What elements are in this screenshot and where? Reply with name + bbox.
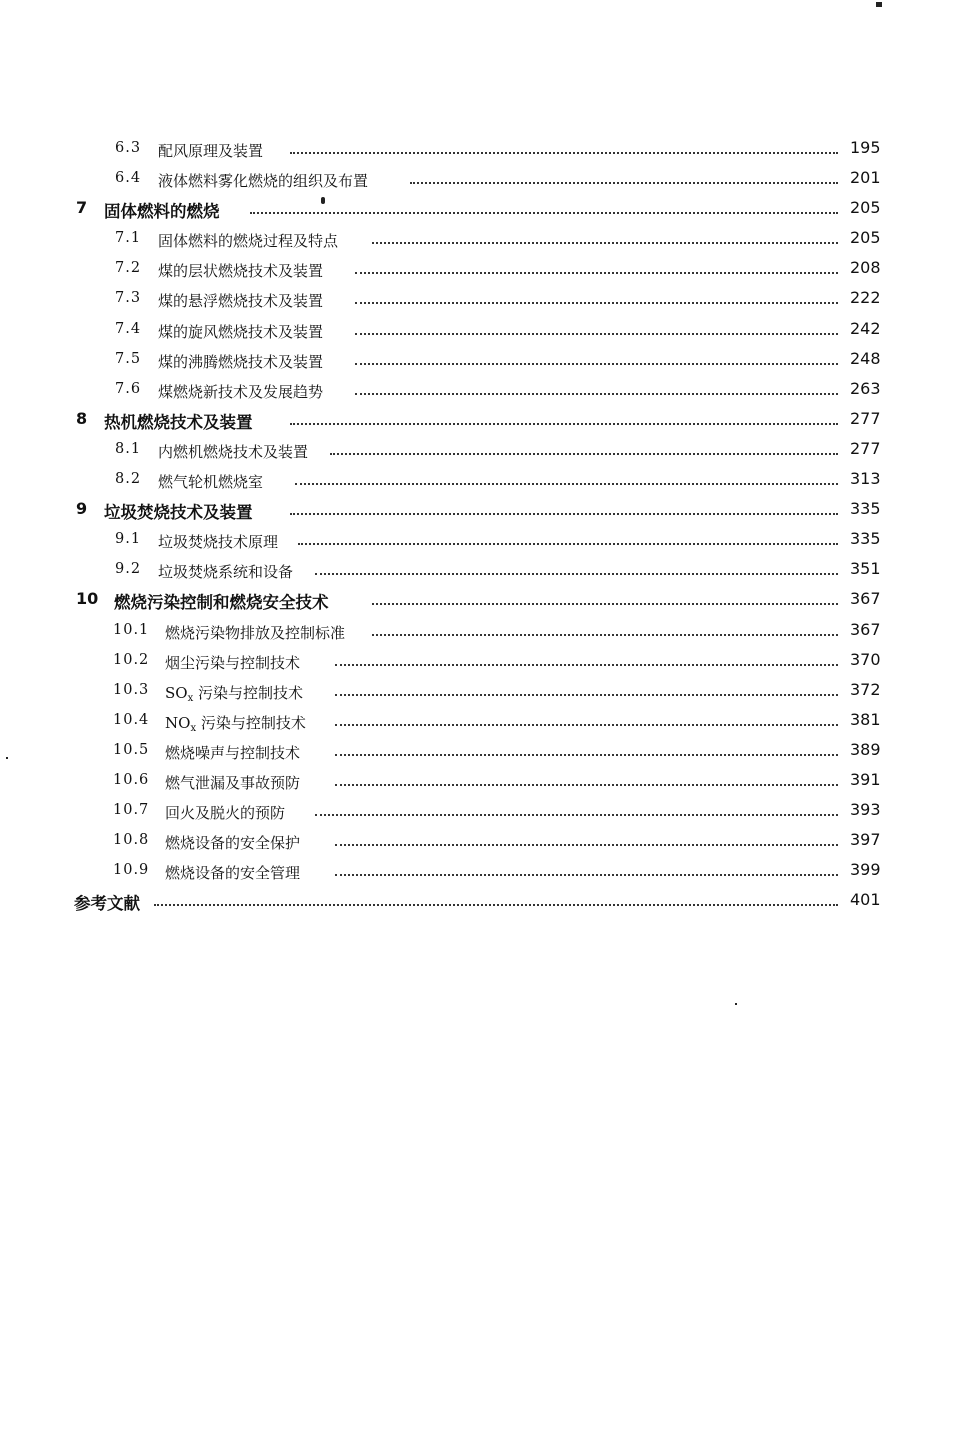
toc-entry-number: 7.2: [115, 260, 142, 277]
toc-entry-title: 烟尘污染与控制技术: [165, 652, 304, 673]
toc-entry-title: [165, 682, 307, 704]
table-of-contents: [0, 136, 980, 918]
toc-entry-page: 351: [850, 559, 881, 579]
toc-entry[interactable]: [0, 828, 980, 858]
toc-entry[interactable]: [0, 226, 980, 256]
toc-entry-number: 10.9: [113, 862, 150, 879]
toc-entry[interactable]: [0, 527, 980, 557]
leader-dots: [410, 180, 838, 184]
leader-dots: [290, 421, 838, 425]
toc-entry-number: 7.5: [115, 350, 142, 367]
toc-references-entry[interactable]: [0, 888, 980, 918]
leader-dots: [335, 782, 838, 786]
toc-entry-title: 燃烧设备的安全管理: [165, 862, 304, 883]
toc-chapter-title: 热机燃烧技术及装置: [104, 409, 257, 433]
leader-dots: [154, 902, 838, 906]
toc-entry-number: 10.4: [113, 711, 150, 728]
toc-chapter-entry[interactable]: [0, 407, 980, 437]
toc-entry[interactable]: [0, 678, 980, 708]
toc-entry-page: 205: [850, 228, 881, 248]
toc-entry-number: 10.3: [113, 681, 150, 698]
leader-dots: [372, 632, 838, 636]
leader-dots: [355, 300, 838, 304]
toc-entry-number: 10.1: [113, 621, 150, 638]
toc-entry-number: 10.8: [113, 832, 150, 849]
toc-entry[interactable]: [0, 166, 980, 196]
toc-entry-number: 8.1: [115, 440, 142, 457]
scan-speck: [876, 2, 882, 7]
leader-dots: [335, 722, 838, 726]
leader-dots: [335, 692, 838, 696]
toc-references-title: 参考文献: [74, 890, 144, 914]
toc-entry-page: 201: [850, 168, 881, 188]
toc-entry-title: 燃气轮机燃烧室: [158, 471, 267, 492]
toc-entry[interactable]: [0, 347, 980, 377]
toc-entry[interactable]: [0, 136, 980, 166]
toc-chapter-number: 10: [76, 589, 99, 609]
toc-entry-title: 垃圾焚烧技术原理: [158, 531, 282, 552]
leader-dots: [298, 541, 838, 545]
toc-entry-page: 391: [850, 769, 881, 789]
formula-main: SO: [165, 683, 188, 702]
toc-entry-number: 7.3: [115, 290, 142, 307]
toc-entry-page: 335: [850, 499, 881, 519]
toc-entry-title: 液体燃料雾化燃烧的组织及布置: [158, 170, 372, 191]
toc-entry[interactable]: [0, 708, 980, 738]
toc-entry[interactable]: [0, 437, 980, 467]
toc-entry-page: 205: [850, 198, 881, 218]
toc-entry[interactable]: [0, 858, 980, 888]
toc-chapter-title: 固体燃料的燃烧: [104, 198, 224, 222]
toc-entry[interactable]: [0, 286, 980, 316]
scan-speck: [735, 1003, 737, 1005]
toc-entry-title: 燃气泄漏及事故预防: [165, 772, 304, 793]
toc-entry[interactable]: [0, 467, 980, 497]
leader-dots: [355, 331, 838, 335]
toc-entry-title: 燃烧设备的安全保护: [165, 832, 304, 853]
toc-chapter-number: 9: [76, 499, 88, 519]
scan-speck: [321, 197, 325, 204]
toc-entry-title: 内燃机燃烧技术及装置: [158, 441, 312, 462]
toc-entry-number: 6.3: [115, 140, 142, 156]
toc-entry[interactable]: [0, 377, 980, 407]
toc-entry-page: 208: [850, 258, 881, 278]
leader-dots: [355, 270, 838, 274]
leader-dots: [335, 872, 838, 876]
toc-entry-page: 381: [850, 709, 881, 729]
toc-entry-page: 313: [850, 469, 881, 489]
leader-dots: [372, 601, 838, 605]
leader-dots: [330, 451, 838, 455]
toc-entry-number: 10.7: [113, 802, 150, 819]
toc-entry-title: 垃圾焚烧系统和设备: [158, 561, 297, 582]
toc-entry[interactable]: [0, 738, 980, 768]
toc-entry-title: 固体燃料的燃烧过程及特点: [158, 230, 342, 251]
leader-dots: [335, 662, 838, 666]
toc-chapter-entry[interactable]: [0, 196, 980, 226]
leader-dots: [372, 240, 838, 244]
toc-entry[interactable]: [0, 768, 980, 798]
toc-entry-title: 燃烧噪声与控制技术: [165, 742, 304, 763]
toc-entry-title: 煤的旋风燃烧技术及装置: [158, 321, 327, 342]
leader-dots: [335, 752, 838, 756]
toc-chapter-number: 8: [76, 408, 88, 428]
toc-entry[interactable]: [0, 648, 980, 678]
toc-entry-page: 372: [850, 679, 881, 699]
formula-main: NO: [165, 713, 191, 732]
toc-entry-page: 248: [850, 348, 881, 368]
toc-entry-number: 8.2: [115, 471, 142, 488]
formula-subscript: x: [190, 722, 197, 734]
leader-dots: [295, 481, 838, 485]
toc-entry-number: 7.6: [115, 380, 142, 397]
toc-entry-page: 370: [850, 649, 881, 669]
toc-entry-page: 399: [850, 860, 881, 880]
leader-dots: [315, 571, 838, 575]
toc-entry-page: 277: [850, 438, 881, 458]
toc-entry-page: 277: [850, 408, 881, 428]
toc-entry-page: 367: [850, 619, 881, 639]
toc-entry[interactable]: [0, 557, 980, 587]
toc-chapter-entry[interactable]: [0, 497, 980, 527]
toc-entry[interactable]: [0, 317, 980, 347]
leader-dots: [355, 361, 838, 365]
toc-entry-number: 6.4: [115, 170, 142, 187]
toc-entry-number: 7.4: [115, 320, 142, 337]
toc-entry-title: 配风原理及装置: [158, 140, 267, 161]
toc-chapter-title: 燃烧污染控制和燃烧安全技术: [114, 589, 333, 613]
toc-entry-page: 397: [850, 830, 881, 850]
toc-entry-number: 7.1: [115, 230, 142, 247]
toc-entry-number: 10.2: [113, 651, 150, 668]
leader-dots: [290, 511, 838, 515]
leader-dots: [315, 812, 838, 816]
toc-entry-title: 煤的悬浮燃烧技术及装置: [158, 290, 327, 311]
toc-entry-page: 242: [850, 318, 881, 338]
toc-entry[interactable]: [0, 618, 980, 648]
leader-dots: [335, 842, 838, 846]
toc-entry-title: 煤的沸腾燃烧技术及装置: [158, 351, 327, 372]
leader-dots: [250, 210, 838, 214]
toc-entry-page: 263: [850, 378, 881, 398]
toc-entry-title: 煤燃烧新技术及发展趋势: [158, 381, 327, 402]
toc-entry[interactable]: [0, 798, 980, 828]
toc-entry-page: 335: [850, 529, 881, 549]
toc-entry-page: 401: [850, 890, 881, 910]
toc-entry-page: 195: [850, 138, 881, 157]
toc-chapter-title: 垃圾焚烧技术及装置: [104, 499, 257, 523]
toc-entry-page: 222: [850, 288, 881, 308]
toc-entry-number: 9.1: [115, 531, 142, 548]
toc-entry-title: 煤的层状燃烧技术及装置: [158, 260, 327, 281]
toc-entry[interactable]: [0, 256, 980, 286]
leader-dots: [355, 391, 838, 395]
scan-speck: [6, 757, 8, 759]
toc-entry-page: 393: [850, 800, 881, 820]
toc-entry-title: 回火及脱火的预防: [165, 802, 289, 823]
leader-dots: [290, 150, 838, 154]
title-rest: 污染与控制技术: [196, 713, 306, 732]
toc-entry-page: 389: [850, 739, 881, 759]
toc-chapter-entry[interactable]: [0, 587, 980, 617]
toc-chapter-number: 7: [76, 198, 88, 218]
toc-entry-page: 367: [850, 589, 881, 609]
formula-subscript: x: [187, 692, 194, 704]
toc-entry-title: [165, 712, 310, 734]
title-rest: 污染与控制技术: [193, 683, 303, 702]
toc-entry-number: 9.2: [115, 561, 142, 578]
toc-entry-number: 10.6: [113, 771, 150, 788]
toc-entry-number: 10.5: [113, 741, 150, 758]
toc-entry-title: 燃烧污染物排放及控制标准: [165, 622, 349, 643]
